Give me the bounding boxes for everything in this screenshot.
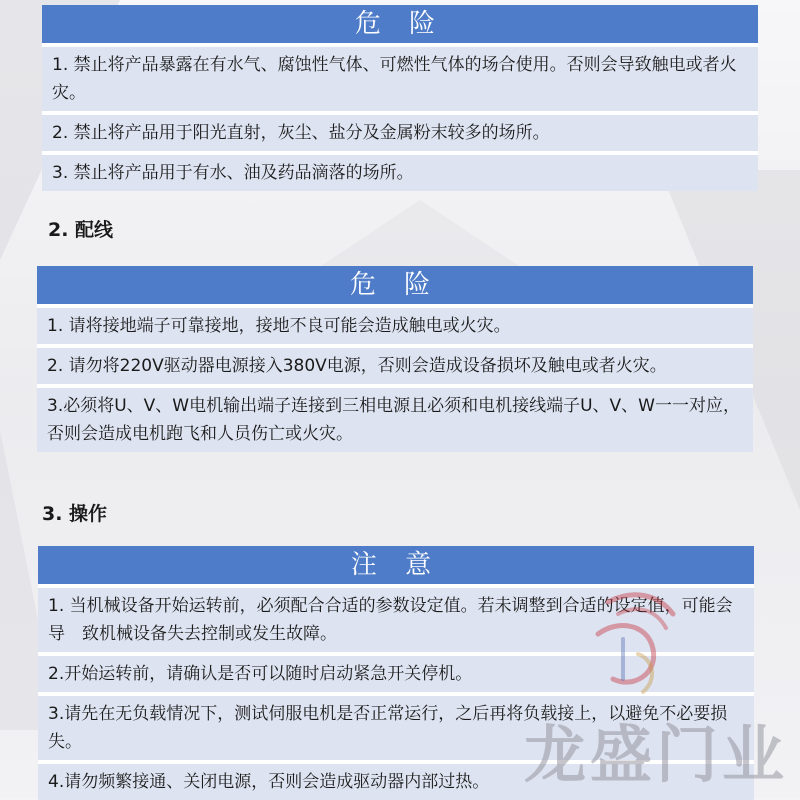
danger-card-2 [37, 266, 753, 452]
card-header: 危 险 [37, 266, 753, 304]
section-title-wiring: 2. 配线 [48, 219, 114, 241]
card-header: 注 意 [38, 546, 754, 584]
list-item: 1. 禁止将产品暴露在有水气、腐蚀性气体、可燃性气体的场合使用。否则会导致触电或者火灾。 [42, 43, 758, 111]
list-item: 2.开始运转前，请确认是否可以随时启动紧急开关停机。 [38, 652, 754, 692]
list-item: 4.请勿频繁接通、关闭电源，否则会造成驱动器内部过热。 [38, 760, 754, 800]
card-header: 危 险 [42, 5, 758, 43]
list-item: 3.请先在无负载情况下，测试伺服电机是否正常运行，之后再将负载接上，以避免不必要损失。 [38, 692, 754, 760]
section-title-operation: 3. 操作 [42, 503, 108, 525]
list-item: 2. 请勿将220V驱动器电源接入380V电源，否则会造成设备损坏及触电或者火灾。 [37, 344, 753, 384]
brand-logo-icon [578, 584, 688, 704]
brand-watermark-text: 龙盛门业 [523, 718, 788, 791]
list-item: 3.必须将U、V、W电机输出端子连接到三相电源且必须和电机接线端子U、V、W一一对应， 否则会造成电机跑飞和人员伤亡或火灾。 [37, 384, 753, 452]
list-item: 2. 禁止将产品用于阳光直射，灰尘、盐分及金属粉末较多的场所。 [42, 111, 758, 151]
watermark [488, 584, 788, 794]
list-item: 1. 当机械设备开始运转前，必须配合合适的参数设定值。若未调整到合适的设定值，可能会导 致机械设备失去控制或发生故障。 [38, 584, 754, 652]
list-item: 1. 请将接地端子可靠接地，接地不良可能会造成触电或火灾。 [37, 304, 753, 344]
list-item: 3. 禁止将产品用于有水、油及药品滴落的场所。 [42, 151, 758, 191]
danger-card-1 [42, 5, 758, 191]
